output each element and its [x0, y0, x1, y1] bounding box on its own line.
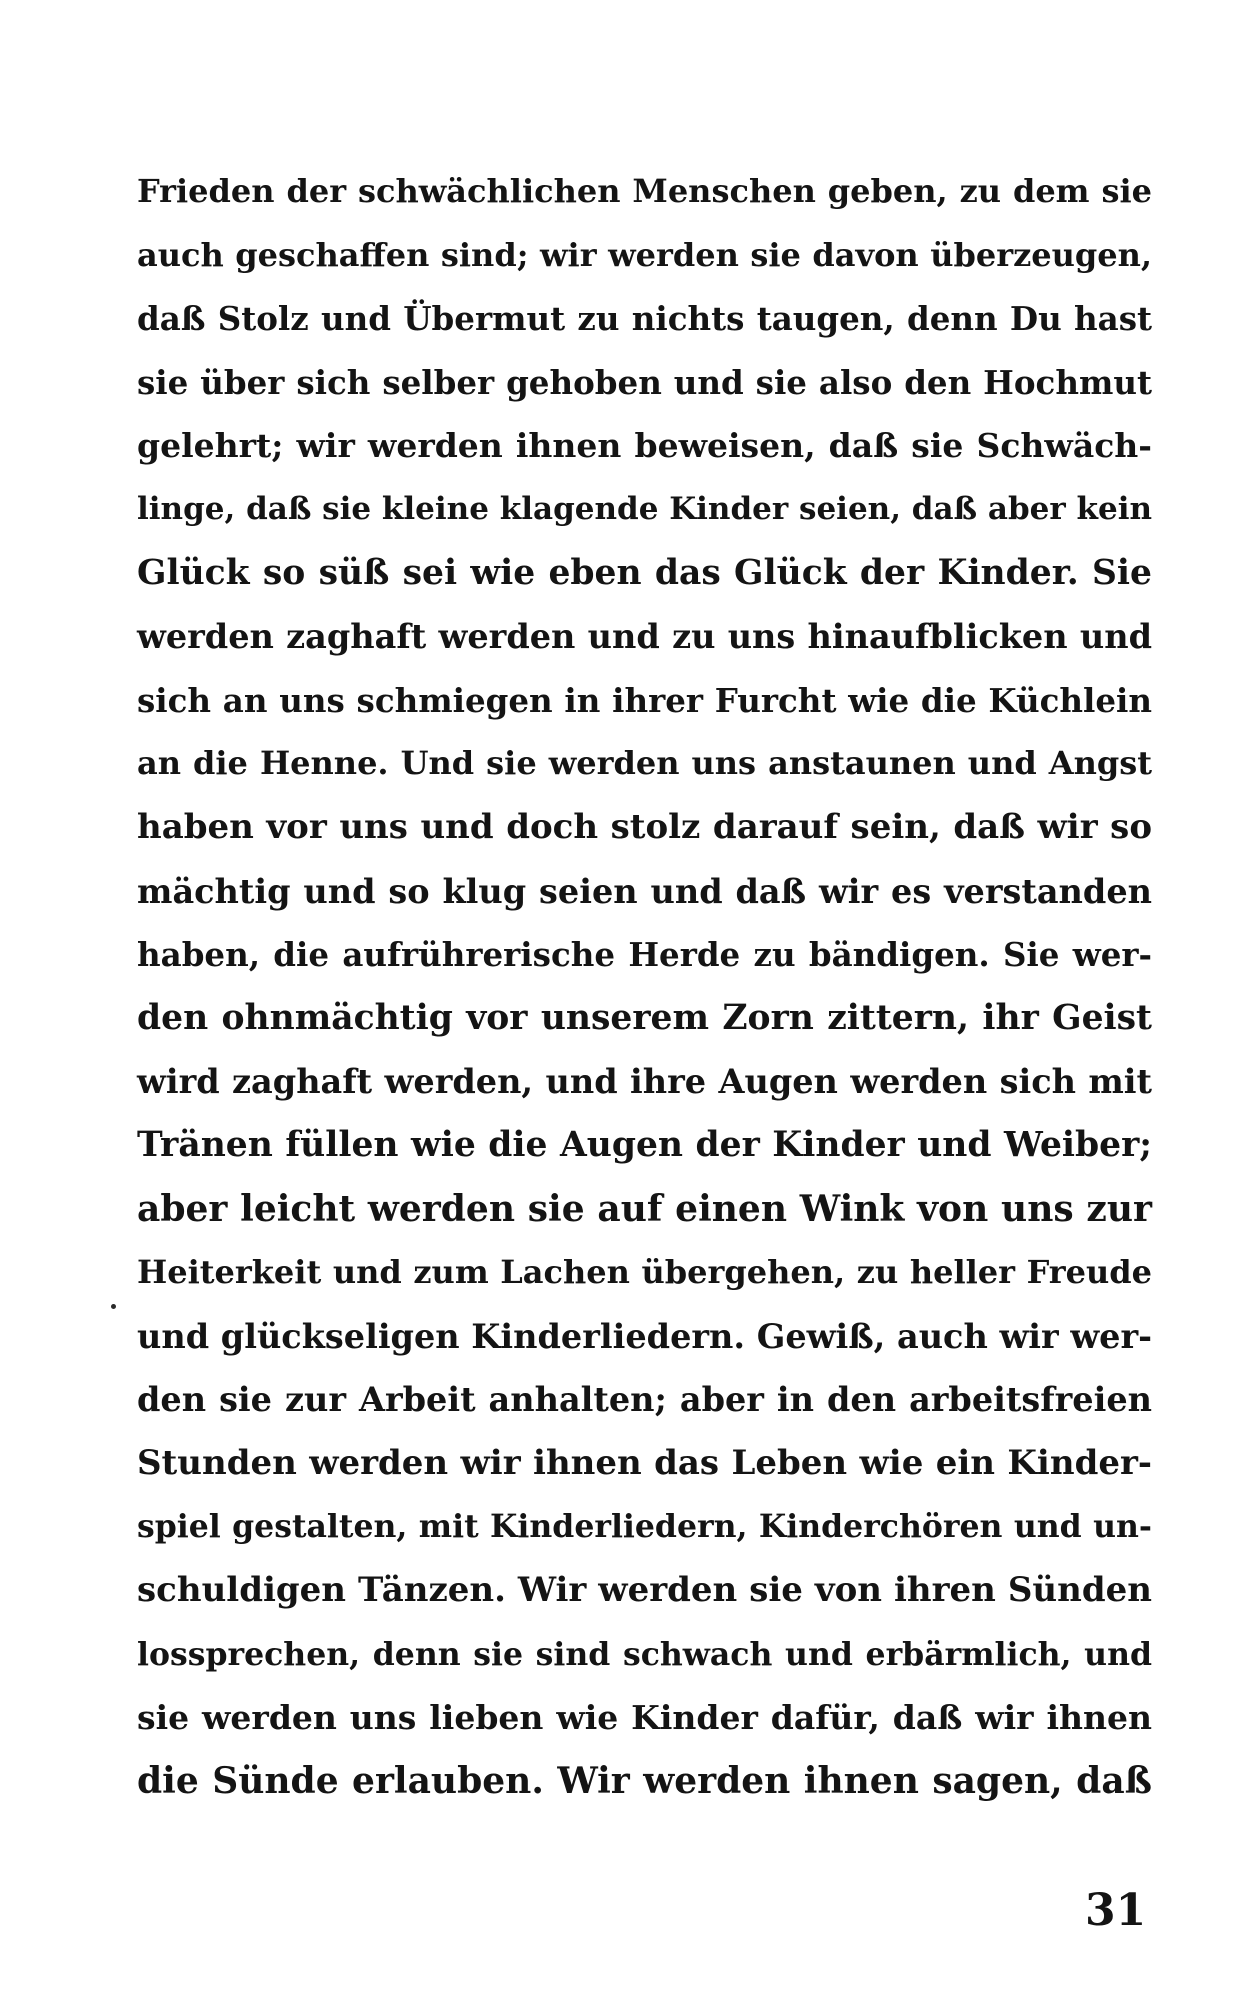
body-text: [137, 160, 1152, 1813]
text-line: aber leicht werden sie auf einen Wink von uns zur: [137, 1187, 1152, 1230]
text-line: Tränen füllen wie die Augen der Kinder und Weiber;: [137, 1124, 1152, 1165]
text-line: haben vor uns und doch stolz darauf sein, daß wir so: [137, 806, 1152, 847]
text-line: den sie zur Arbeit anhalten; aber in den arbeitsfreien: [137, 1380, 1152, 1420]
text-line: und glückseligen Kinderliedern. Gewiß, auch wir wer-: [137, 1316, 1153, 1356]
text-line: schuldigen Tänzen. Wir werden sie von ihren Sünden: [137, 1570, 1152, 1611]
text-line: sie werden uns lieben wie Kinder dafür, daß wir ihnen: [137, 1698, 1152, 1738]
text-line: haben, die aufrührerische Herde zu bändigen. Sie wer-: [137, 935, 1152, 975]
text-line: mächtig und so klug seien und daß wir es verstanden: [137, 871, 1152, 911]
text-line: sie über sich selber gehoben und sie also den Hochmut: [137, 362, 1152, 402]
page-number: 31: [1085, 1885, 1147, 1936]
text-line: an die Henne. Und sie werden uns anstaunen und Angst: [137, 744, 1152, 783]
text-line: wird zaghaft werden, und ihre Augen werden sich mit: [137, 1062, 1152, 1102]
text-line: Heiterkeit und zum Lachen übergehen, zu heller Freude: [137, 1253, 1152, 1292]
text-line: gelehrt; wir werden ihnen beweisen, daß sie Schwäch-: [137, 426, 1152, 466]
text-line: lossprechen, denn sie sind schwach und erbärmlich, und: [137, 1635, 1152, 1673]
text-line: spiel gestalten, mit Kinderliedern, Kinderchören und un-: [137, 1508, 1152, 1546]
text-line: werden zaghaft werden und zu uns hinaufblicken und: [137, 617, 1152, 657]
text-line: Frieden der schwächlichen Menschen geben, zu dem sie: [137, 172, 1152, 210]
text-line: Stunden werden wir ihnen das Leben wie ein Kinder-: [137, 1442, 1152, 1483]
text-line: linge, daß sie kleine klagende Kinder seien, daß aber kein: [137, 490, 1153, 527]
text-line: die Sünde erlauben. Wir werden ihnen sagen, daß: [137, 1759, 1152, 1802]
text-line: auch geschaffen sind; wir werden sie davon überzeugen,: [137, 235, 1152, 274]
text-line: Glück so süß sei wie eben das Glück der Kinder. Sie: [137, 552, 1152, 593]
ink-speck: [111, 1304, 116, 1309]
text-line: sich an uns schmiegen in ihrer Furcht wie die Küchlein: [137, 680, 1152, 720]
text-line: daß Stolz und Übermut zu nichts taugen, denn Du hast: [137, 299, 1152, 339]
text-line: den ohnmächtig vor unserem Zorn zittern, ihr Geist: [137, 997, 1152, 1038]
